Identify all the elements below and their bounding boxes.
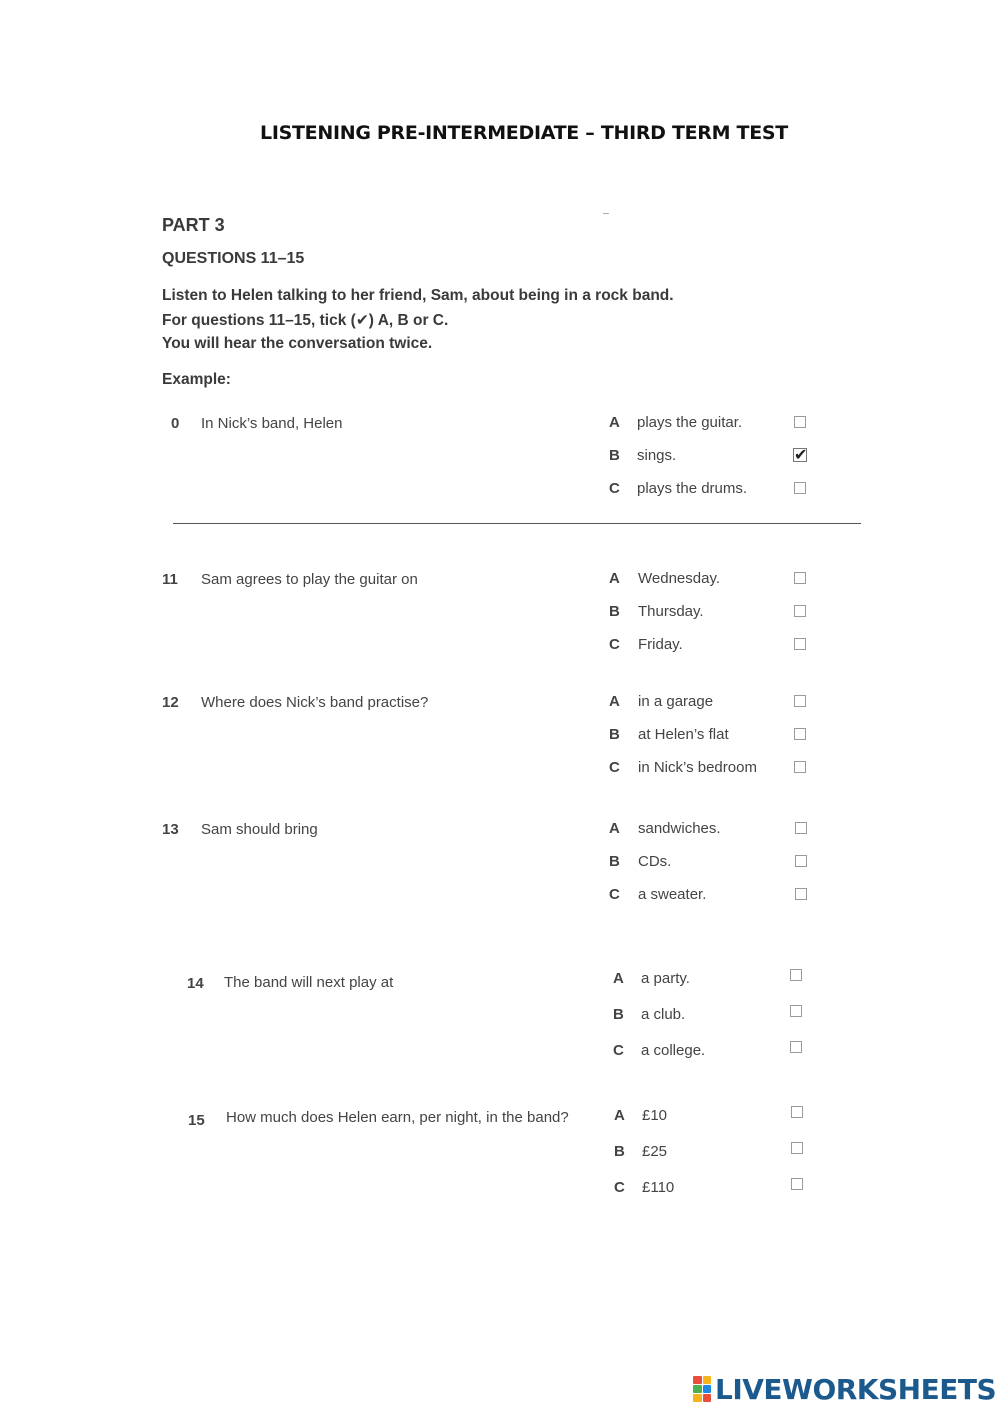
option-letter: B: [609, 726, 620, 743]
option-checkbox[interactable]: [795, 855, 807, 867]
option-text: £25: [642, 1143, 668, 1160]
option-checkbox[interactable]: [794, 638, 806, 650]
question-text: In Nick’s band, Helen: [201, 415, 343, 432]
option-text: a sweater.: [638, 886, 707, 903]
question-number: 0: [171, 415, 180, 432]
option-letter: A: [609, 414, 620, 431]
question-number: 14: [187, 975, 204, 992]
option-text: in Nick’s bedroom: [638, 759, 757, 776]
option-letter: B: [613, 1006, 624, 1023]
option-text: in a garage: [638, 693, 714, 710]
option-letter: C: [609, 480, 620, 497]
scan-mark: [603, 213, 609, 214]
option-text: sandwiches.: [638, 820, 721, 837]
logo-text: LIVEWORKSHEETS: [715, 1372, 997, 1406]
option-letter: A: [614, 1107, 625, 1124]
option-letter: C: [609, 759, 620, 776]
option-letter: B: [609, 603, 620, 620]
example-label: Example:: [162, 371, 231, 388]
question-text: How much does Helen earn, per night, in the band?: [226, 1109, 569, 1126]
option-text: CDs.: [638, 853, 672, 870]
option-letter: B: [609, 447, 620, 464]
question-number: 13: [162, 821, 179, 838]
option-text: a party.: [641, 970, 690, 987]
option-text: at Helen’s flat: [638, 726, 729, 743]
option-checkbox[interactable]: [790, 969, 802, 981]
option-checkbox[interactable]: [791, 1178, 803, 1190]
question-number: 12: [162, 694, 179, 711]
option-text: a club.: [641, 1006, 686, 1023]
instruction-line-3: You will hear the conversation twice.: [162, 335, 433, 352]
option-text: plays the guitar.: [637, 414, 743, 431]
question-text: Sam agrees to play the guitar on: [201, 571, 418, 588]
option-letter: A: [613, 970, 624, 987]
option-checkbox[interactable]: [791, 1106, 803, 1118]
option-letter: B: [614, 1143, 625, 1160]
option-letter: C: [609, 636, 620, 653]
section-divider: [173, 523, 861, 524]
option-text: £110: [642, 1179, 675, 1196]
option-letter: B: [609, 853, 620, 870]
option-letter: C: [614, 1179, 625, 1196]
option-checkbox[interactable]: [795, 822, 807, 834]
part-heading: PART 3: [162, 215, 225, 235]
liveworksheets-logo[interactable]: [693, 1372, 996, 1406]
question-number: 11: [162, 571, 178, 588]
option-checkbox[interactable]: [794, 572, 806, 584]
question-text: The band will next play at: [224, 974, 394, 991]
option-checkbox[interactable]: [794, 416, 806, 428]
instruction-line-2: For questions 11–15, tick (✔) A, B or C.: [162, 312, 449, 329]
option-letter: C: [613, 1042, 624, 1059]
questions-range-heading: QUESTIONS 11–15: [162, 250, 305, 267]
question-number: 15: [188, 1112, 205, 1129]
option-checkbox[interactable]: [794, 695, 806, 707]
question-text: Where does Nick’s band practise?: [201, 694, 429, 711]
option-text: plays the drums.: [637, 480, 748, 497]
option-text: £10: [642, 1107, 668, 1124]
option-checkbox[interactable]: [794, 728, 806, 740]
option-letter: A: [609, 570, 620, 587]
checked-checkbox[interactable]: ✔: [794, 447, 808, 464]
option-text: Friday.: [638, 636, 683, 653]
instruction-line-1: Listen to Helen talking to her friend, Sam, about being in a rock band.: [162, 287, 674, 304]
option-letter: A: [609, 820, 620, 837]
option-text: Wednesday.: [638, 570, 720, 587]
option-checkbox[interactable]: [794, 605, 806, 617]
liveworksheets-logo-icon: [693, 1376, 711, 1402]
option-text: a college.: [641, 1042, 706, 1059]
option-checkbox[interactable]: [790, 1041, 802, 1053]
option-letter: A: [609, 693, 620, 710]
question-text: Sam should bring: [201, 821, 318, 838]
page-title: LISTENING PRE-INTERMEDIATE – THIRD TERM TEST: [260, 122, 788, 144]
option-checkbox[interactable]: [795, 888, 807, 900]
option-checkbox[interactable]: [791, 1142, 803, 1154]
option-text: Thursday.: [638, 603, 704, 620]
option-text: sings.: [637, 447, 677, 464]
option-letter: C: [609, 886, 620, 903]
option-checkbox[interactable]: [794, 761, 806, 773]
option-checkbox[interactable]: [790, 1005, 802, 1017]
option-checkbox[interactable]: [794, 482, 806, 494]
